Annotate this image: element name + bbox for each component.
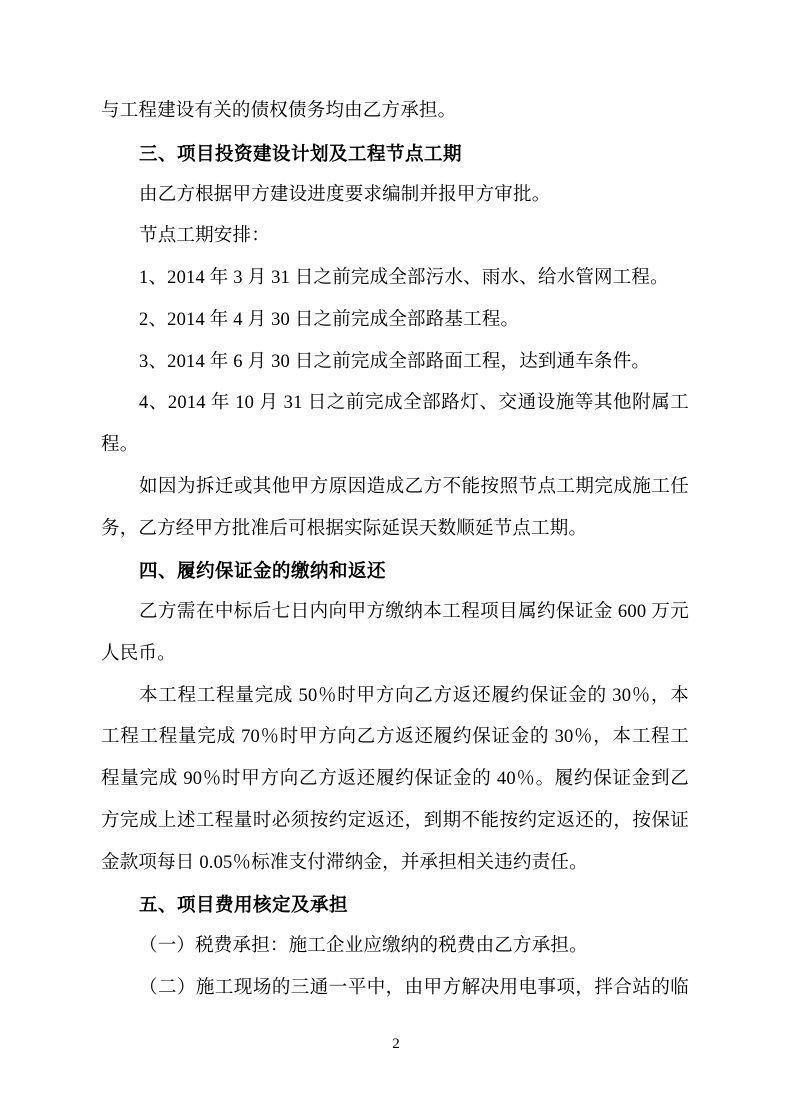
page-number: 2	[392, 1036, 400, 1052]
text-line: 金款项每日 0.05％标准支付滞纳金，并承担相关违约责任。	[101, 852, 588, 873]
text-line: 程。	[101, 435, 139, 455]
section-heading: 四、履约保证金的缴纳和返还	[139, 560, 387, 582]
text-line: 节点工期安排：	[139, 226, 270, 247]
text-line: 乙方需在中标后七日内向甲方缴纳本工程项目属约保证金 600 万元	[139, 602, 689, 622]
text-line: 工程工程量完成 70％时甲方向乙方返还履约保证金的 30％，本工程工	[101, 727, 689, 748]
text-line: （二）施工现场的三通一平中，由甲方解决用电事项，拌合站的临	[139, 977, 689, 998]
text-line: 如因为拆迁或其他甲方原因造成乙方不能按照节点工期完成施工任	[139, 476, 689, 497]
text-line: 由乙方根据甲方建设进度要求编制并报甲方审批。	[139, 184, 551, 205]
text-line: 2、2014 年 4 月 30 日之前完成全部路基工程。	[139, 309, 520, 330]
text-line: 方完成上述工程量时必须按约定返还，到期不能按约定返还的，按保证	[101, 810, 689, 831]
text-line: （一）税费承担：施工企业应缴纳的税费由乙方承担。	[139, 936, 588, 956]
section-heading: 五、项目费用核定及承担	[139, 894, 349, 916]
text-line: 与工程建设有关的债权债务均由乙方承担。	[101, 101, 457, 121]
section-heading: 三、项目投资建设计划及工程节点工期	[139, 142, 463, 164]
document-body	[101, 91, 689, 1010]
text-line: 3、2014 年 6 月 30 日之前完成全部路面工程，达到通车条件。	[139, 351, 651, 372]
text-line: 4、2014 年 10 月 31 日之前完成全部路灯、交通设施等其他附属工	[139, 393, 689, 414]
text-line: 程量完成 90％时甲方向乙方返还履约保证金的 40％。履约保证金到乙	[101, 769, 689, 789]
text-line: 务，乙方经甲方批准后可根据实际延误天数顺延节点工期。	[101, 518, 588, 539]
text-line: 1、2014 年 3 月 31 日之前完成全部污水、雨水、给水管网工程。	[139, 268, 669, 288]
text-line: 本工程工程量完成 50％时甲方向乙方返还履约保证金的 30％，本	[139, 685, 689, 706]
text-line: 人民币。	[101, 643, 176, 664]
